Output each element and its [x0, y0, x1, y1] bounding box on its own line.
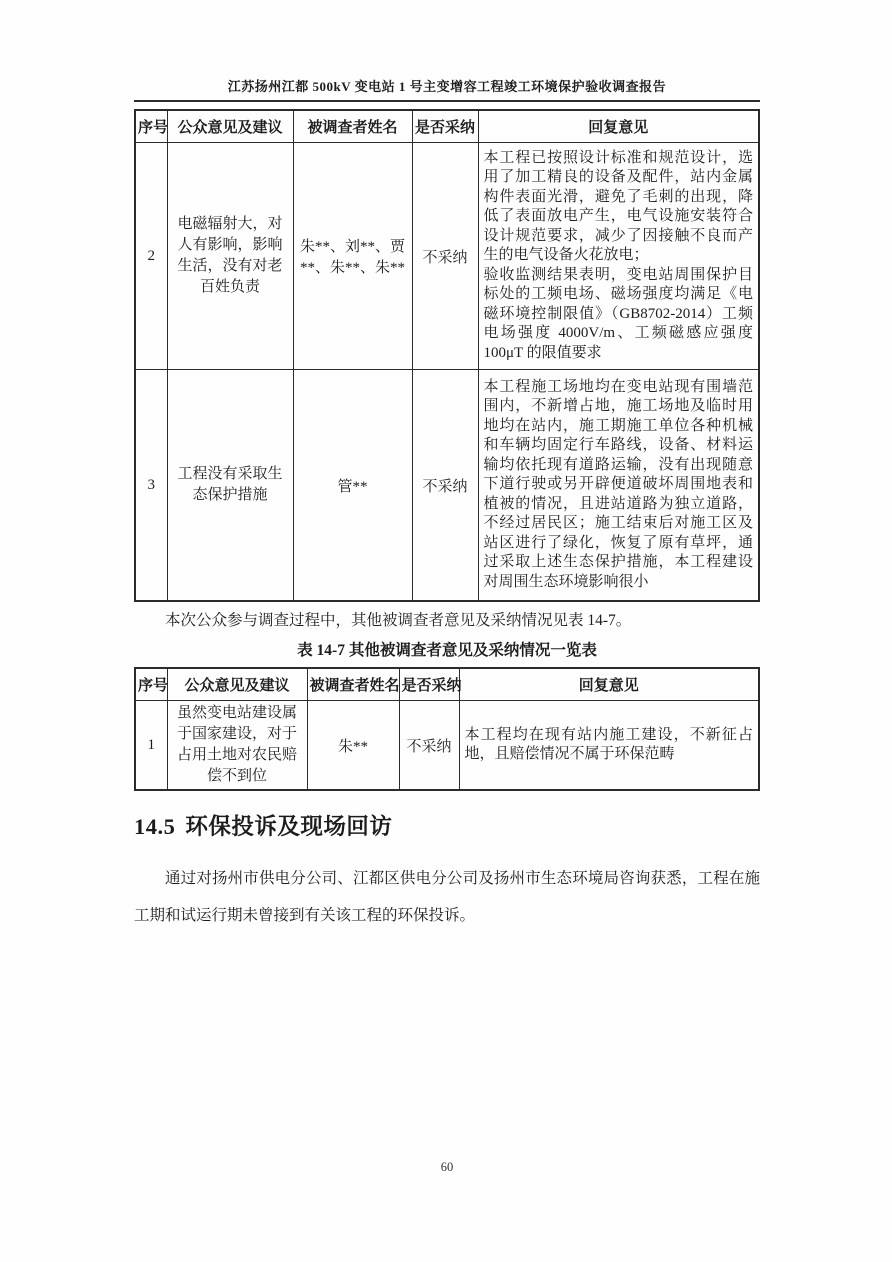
column-header-no: 序号 [135, 668, 167, 701]
running-header-title: 江苏扬州江都 500kV 变电站 1 号主变增容工程竣工环境保护验收调查报告 [227, 79, 667, 94]
column-header-no: 序号 [135, 110, 167, 143]
cell-adopted: 不采纳 [412, 143, 478, 370]
cell-adopted: 不采纳 [399, 701, 459, 791]
table-header-row [135, 110, 759, 143]
section-heading-14-5 [134, 809, 760, 841]
page-content [134, 0, 760, 949]
table-row [135, 370, 759, 602]
cell-no: 2 [135, 143, 167, 370]
cell-no: 1 [135, 701, 167, 791]
reply-paragraph: 验收监测结果表明，变电站周围保护目标处的工频电场、磁场强度均满足《电磁环境控制限值》（GB8702-2014）工频电场强度 4000V/m、工频磁感应强度 100μT 的限值要求 [483, 266, 753, 361]
cell-opinion: 虽然变电站建设属于国家建设，对于占用土地对农民赔偿不到位 [167, 701, 307, 791]
header-rule [134, 100, 760, 102]
column-header-adopted: 是否采纳 [412, 110, 478, 143]
table-14-7 [134, 667, 760, 791]
between-tables-paragraph: 本次公众参与调查过程中，其他被调查者意见及采纳情况见表 14-7。 [165, 612, 632, 629]
cell-reply [478, 370, 759, 602]
cell-opinion: 电磁辐射大，对人有影响，影响生活，没有对老百姓负责 [167, 143, 293, 370]
opinion-table-continued [134, 109, 760, 602]
column-header-opinion: 公众意见及建议 [167, 110, 293, 143]
column-header-respondents: 被调查者姓名 [307, 668, 399, 701]
section-title: 环保投诉及现场回访 [185, 814, 393, 839]
column-header-opinion: 公众意见及建议 [167, 668, 307, 701]
column-header-adopted: 是否采纳 [399, 668, 459, 701]
cell-reply [459, 701, 759, 791]
table-row [135, 701, 759, 791]
column-header-respondents: 被调查者姓名 [293, 110, 412, 143]
cell-opinion: 工程没有采取生态保护措施 [167, 370, 293, 602]
column-header-reply: 回复意见 [459, 668, 759, 701]
column-header-reply: 回复意见 [478, 110, 759, 143]
reply-paragraph: 本工程施工场地均在变电站现有围墙范围内，不新增占地，施工场地及临时用地均在站内，施工期施工单位各种机械和车辆均固定行车路线，设备、材料运输均依托现有道路运输，没有出现随意下道行驶或另开辟便道破坏周围地表和植被的情况，且进站道路为独立道路，不经过居民区；施工结束后对施工区及站区进行了绿化，恢复了原有草坪，通过采取上述生态保护措施，本工程建设对周围生态环境影响很小 [483, 378, 753, 590]
table-header-row [135, 668, 759, 701]
cell-respondents: 朱** [307, 701, 399, 791]
reply-paragraph: 本工程已按照设计标准和规范设计，选用了加工精良的设备及配件，站内金属构件表面光滑，避免了毛刺的出现，降低了表面放电产生，电气设施安装符合设计规范要求，减少了因接触不良而产生的电气设备火花放电； [483, 149, 753, 264]
cell-reply [478, 143, 759, 370]
cell-no: 3 [135, 370, 167, 602]
reply-paragraph: 本工程均在现有站内施工建设，不新征占地，且赔偿情况不属于环保范畴 [464, 726, 753, 762]
section-number: 14.5 [134, 814, 176, 839]
cell-respondents: 管** [293, 370, 412, 602]
cell-respondents: 朱**、刘**、贾**、朱**、朱** [293, 143, 412, 370]
table-14-7-caption: 表 14-7 其他被调查者意见及采纳情况一览表 [297, 642, 597, 659]
section-paragraph: 通过对扬州市供电分公司、江都区供电分公司及扬州市生态环境局咨询获悉，工程在施工期和试运行期未曾接到有关该工程的环保投诉。 [134, 869, 760, 924]
page-number: 60 [440, 1160, 454, 1174]
table-row [135, 143, 759, 370]
cell-adopted: 不采纳 [412, 370, 478, 602]
